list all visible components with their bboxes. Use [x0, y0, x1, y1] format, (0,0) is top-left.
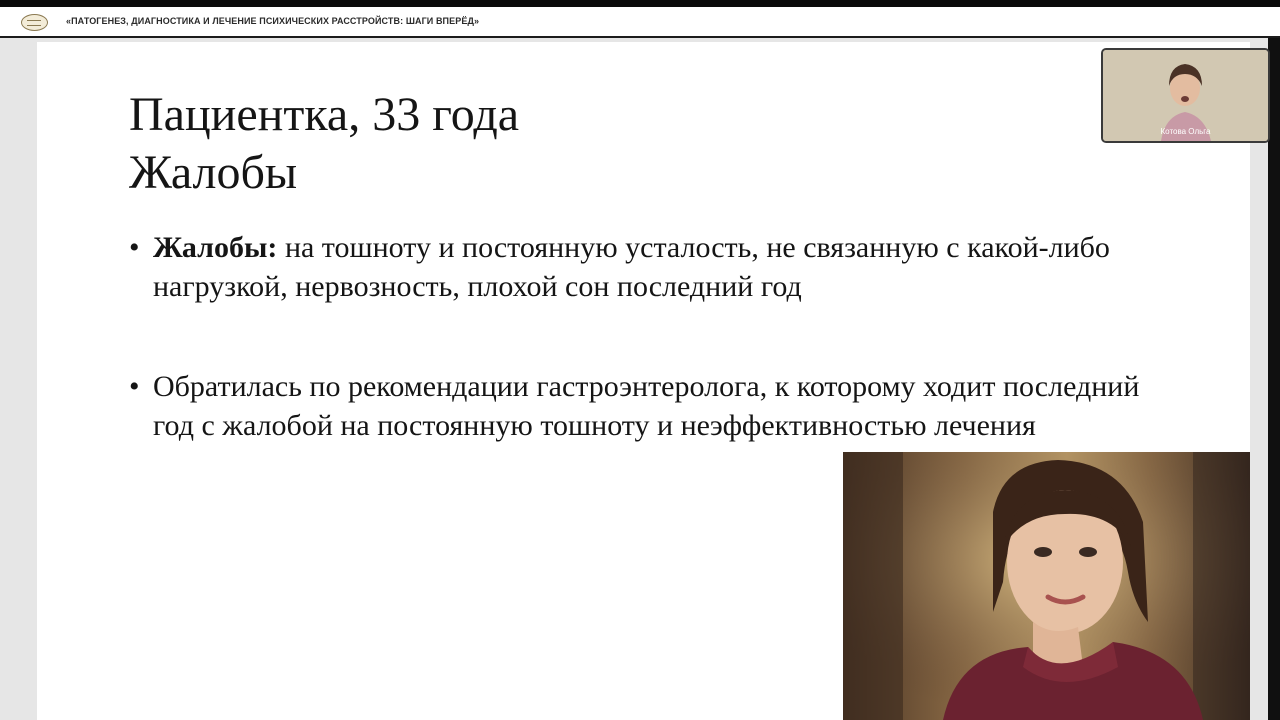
slide-title-line-1: Пациентка, 33 года: [129, 88, 520, 141]
bullet-text: на тошноту и постоянную усталость, не связанную с какой-либо нагрузкой, нервозность, плохой сон последний год: [153, 231, 1110, 303]
organization-logo: [21, 14, 48, 31]
participant-video-tile[interactable]: [1101, 48, 1270, 143]
top-strip: [0, 0, 1280, 7]
slide-title-line-2: Жалобы: [129, 146, 298, 199]
window-edge: [1268, 38, 1280, 720]
slide-title: [129, 86, 519, 202]
presentation-slide: [37, 42, 1250, 720]
bullet-list: [129, 228, 1149, 445]
participant-name: Котова Ольга: [1160, 127, 1211, 136]
header-bar: [0, 7, 1280, 38]
patient-photo-illustration: [843, 452, 1250, 720]
bullet-referral: [129, 367, 1149, 445]
bullet-complaints: [129, 228, 1149, 306]
bullet-label: Жалобы:: [153, 231, 278, 264]
bullet-text: Обратилась по рекомендации гастроэнтеролога, к которому ходит последний год с жалобой на постоянную тошноту и неэффективностью лечения: [153, 370, 1140, 442]
conference-title: «ПАТОГЕНЕЗ, ДИАГНОСТИКА И ЛЕЧЕНИЕ ПСИХИЧЕСКИХ РАССТРОЙСТВ: ШАГИ ВПЕРЁД»: [66, 16, 480, 26]
patient-photo: [843, 452, 1250, 720]
